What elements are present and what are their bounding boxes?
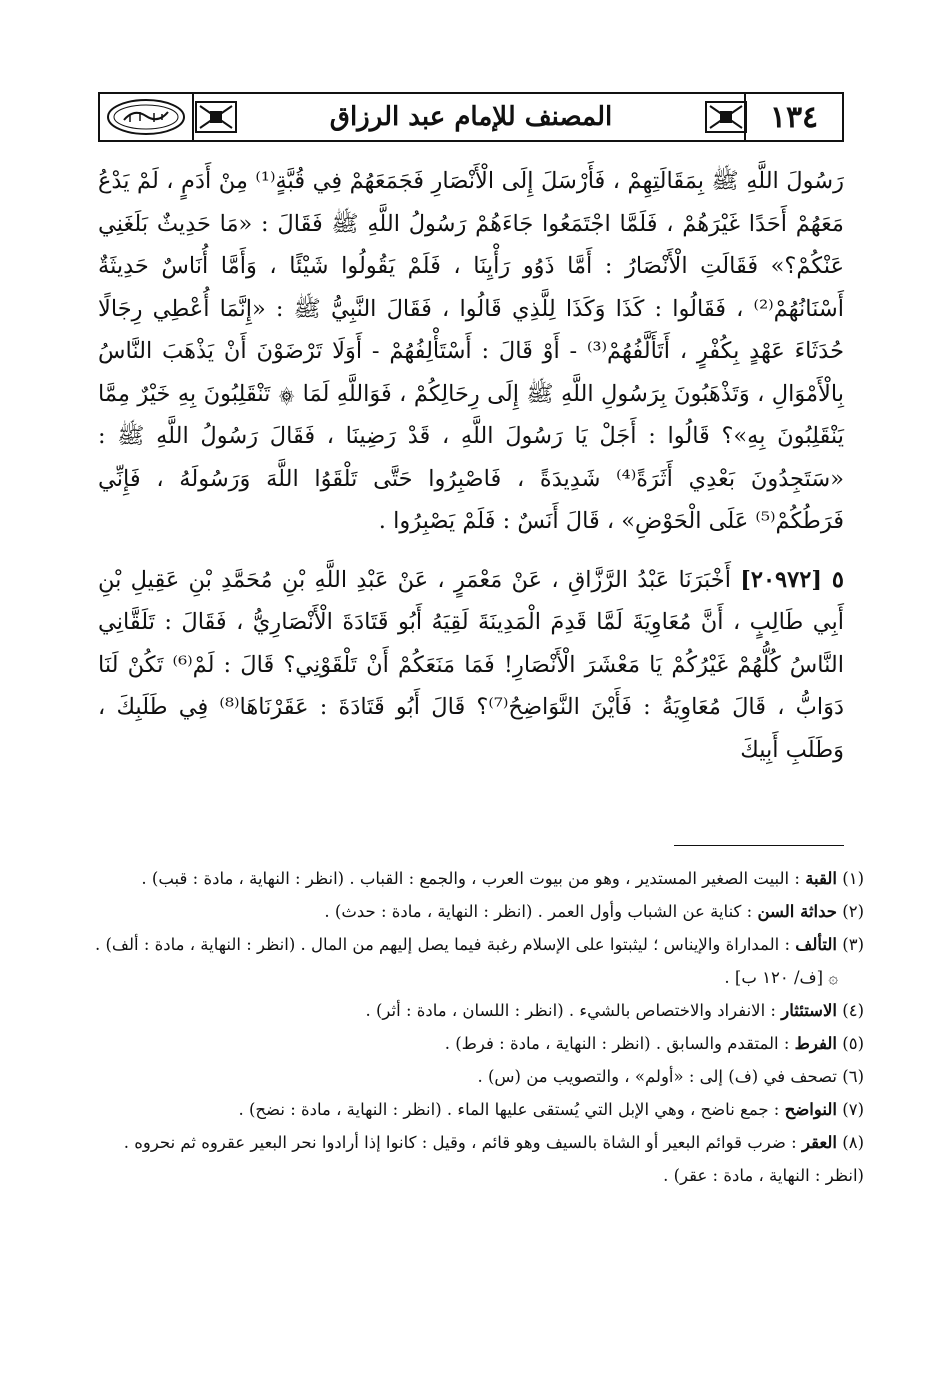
seal-logo (100, 94, 194, 140)
footnote: (٨) العقر : ضرب قوائم البعير أو الشاة بالسيف وهو قائم ، وقيل : كانوا إذا أرادوا نحر البعير عقروه ثم نحروه . (انظر : النهاية ، مادة : عقر) . (123, 1133, 864, 1185)
footnote: (٣) التألف : المداراة والإيناس ؛ ليثبتوا على الإسلام رغبة فيما يصل إليهم من المال . (انظر : النهاية ، مادة : ألف) . (94, 935, 864, 954)
page-header (98, 92, 844, 142)
paragraph (98, 559, 844, 772)
footnote: (٦) تصحف في (ف) إلى : «أولم» ، والتصويب من (س) . (477, 1067, 864, 1086)
footnote-divider (674, 845, 844, 846)
footnote: (٤) الاستئثار : الانفراد والاختصاص بالشيء . (انظر : اللسان ، مادة : أثر) . (365, 1001, 864, 1020)
footnote: (٧) النواضح : جمع ناضح ، وهي الإبل التي يُستقى عليها الماء . (انظر : النهاية ، مادة : نضح) . (238, 1100, 864, 1119)
hadith-text: أَخْبَرَنَا عَبْدُ الرَّزَّاقِ ، عَنْ مَعْمَرٍ ، عَنْ عَبْدِ اللَّهِ بْنِ مُحَمَّدِ بْنِ عَقِيلِ بْنِ أَبِي طَالِبٍ ، أَنَّ مُعَاوِيَةَ لَمَّا قَدِمَ الْمَدِينَةَ لَقِيَهُ أَبُو قَتَادَةَ الْأَنْصَارِيُّ ، فَقَالَ : تَلَقَّانِي النَّاسُ كُلُّهُمْ غَيْرُكُمْ يَا مَعْشَرَ الْأَنْصَارِ! فَمَا مَنَعَكُمْ أَنْ تَلْقَوْنِي؟ قَالَ : لَمْ⁽⁶⁾ تَكُنْ لَنَا دَوَابُّ ، قَالَ مُعَاوِيَةُ : فَأَيْنَ النَّوَاضِحُ⁽⁷⁾؟ قَالَ أَبُو قَتَادَةَ : عَقَرْنَاهَا⁽⁸⁾ فِي طَلَبِكَ ، وَطَلَبِ أَبِيكَ (98, 566, 844, 763)
footnote: (٢) حداثة السن : كناية عن الشباب وأول العمر . (انظر : النهاية ، مادة : حدث) . (324, 902, 864, 921)
running-title: المصنف للإمام عبد الرزاق (329, 102, 613, 132)
hadith-number: ٥ [٢٠٩٧٢] (740, 566, 845, 593)
manuscript-page-reference: ۞ [ف/ ١٢٠ ب] . (724, 968, 838, 987)
seal-icon (100, 94, 192, 140)
ornament-icon (704, 100, 748, 134)
footnote: (١) القبة : البيت الصغير المستدير ، وهو من بيوت العرب ، والجمع : القباب . (انظر : النهاية ، مادة : قبب) . (141, 869, 864, 888)
footnotes (86, 862, 864, 1192)
main-text (98, 160, 844, 771)
footnote: (٥) الفرط : المتقدم والسابق . (انظر : النهاية ، مادة : فرط) . (444, 1034, 864, 1053)
page-number: ١٣٤ (744, 94, 842, 140)
paragraph: رَسُولَ اللَّهِ ﷺ بِمَقَالَتِهِمْ ، فَأَرْسَلَ إِلَى الْأَنْصَارِ فَجَمَعَهُمْ فِي قُبَّةٍ⁽¹⁾ مِنْ أَدَمٍ ، لَمْ يَدْعُ مَعَهُمْ أَحَدًا غَيْرَهُمْ ، فَلَمَّا اجْتَمَعُوا جَاءَهُمْ رَسُولُ اللَّهِ ﷺ فَقَالَ : «مَا حَدِيثٌ بَلَغَنِي عَنْكُمْ؟» فَقَالَتِ الْأَنْصَارُ : أَمَّا ذَوُو رَأْيِنَا ، فَلَمْ يَقُولُوا شَيْئًا ، وَأَمَّا أُنَاسٌ حَدِيثَةٌ أَسْنَانُهُمْ⁽²⁾ ، فَقَالُوا : كَذَا وَكَذَا لِلَّذِي قَالُوا ، فَقَالَ النَّبِيُّ ﷺ : «إِنَّمَا أُعْطِي رِجَالًا حُدَثَاءَ عَهْدٍ بِكُفْرٍ ، أَتَأَلَّفُهُمْ⁽³⁾ - أَوْ قَالَ : أَسْتَأْلِفُهُمْ - أَوَلَا تَرْضَوْنَ أَنْ يَذْهَبَ النَّاسُ بِالْأَمْوَالِ ، وَتَذْهَبُونَ بِرَسُولِ اللَّهِ ﷺ إِلَى رِحَالِكُمْ ، فَوَاللَّهِ لَمَا ۞ تَنْقَلِبُونَ بِهِ خَيْرٌ مِمَّا يَنْقَلِبُونَ بِهِ»؟ قَالُوا : أَجَلْ يَا رَسُولَ اللَّهِ ، قَدْ رَضِينَا ، فَقَالَ رَسُولُ اللَّهِ ﷺ : «سَتَجِدُونَ بَعْدِي أَثَرَةً⁽⁴⁾ شَدِيدَةً ، فَاصْبِرُوا حَتَّى تَلْقَوُا اللَّهَ وَرَسُولَهُ ، فَإِنِّي فَرَطُكُمْ⁽⁵⁾ عَلَى الْحَوْضِ» ، قَالَ أَنَسٌ : فَلَمْ يَصْبِرُوا . (98, 168, 845, 534)
ornament-icon (194, 100, 238, 134)
